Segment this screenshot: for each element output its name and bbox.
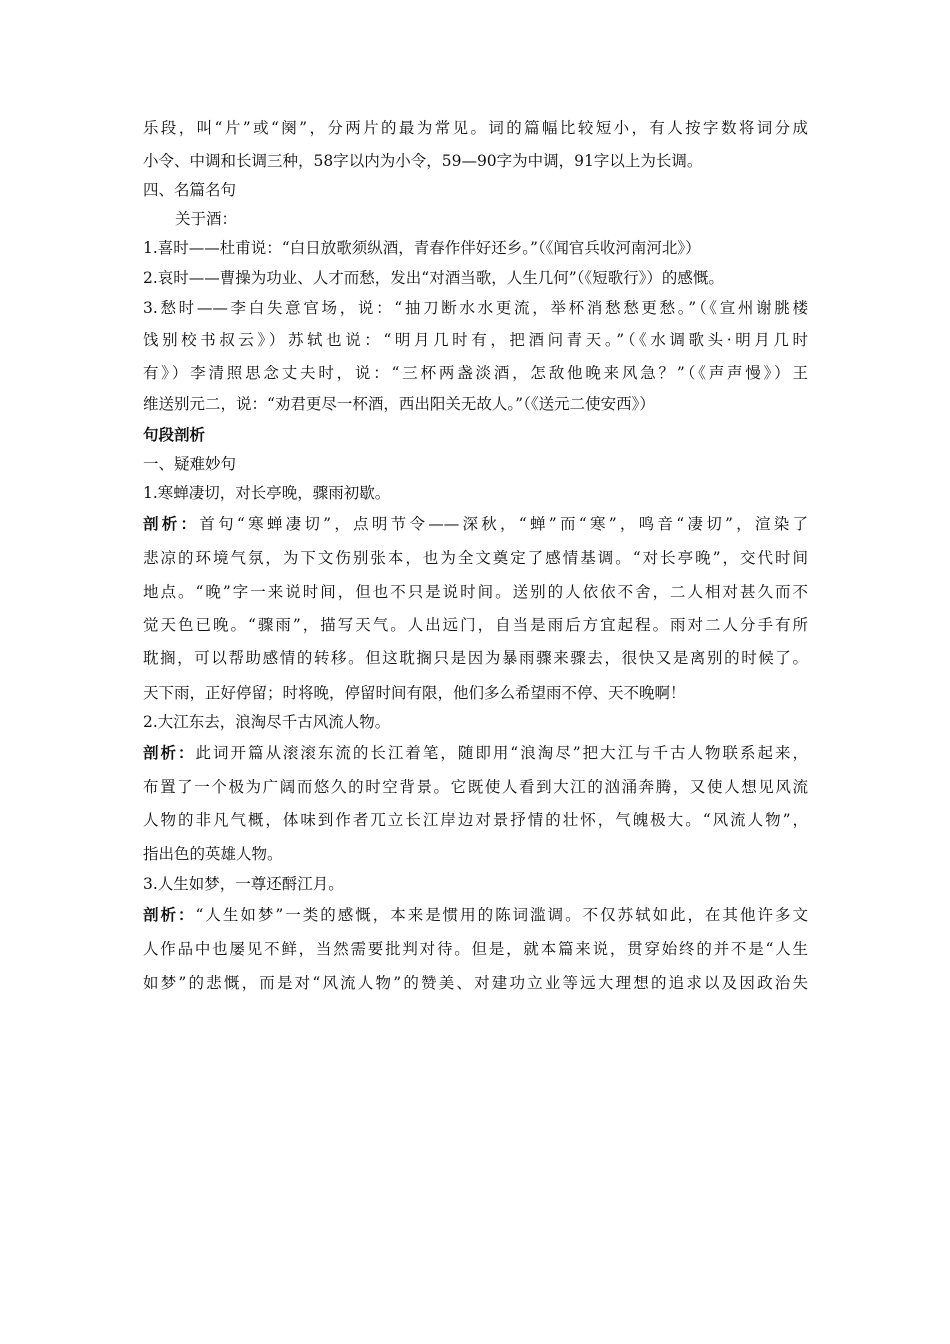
analysis-label: 剖析：	[143, 744, 196, 762]
quote-line: 1.寒蝉凄切，对长亭晚，骤雨初歇。	[143, 484, 391, 502]
analysis-label: 剖析：	[143, 515, 200, 533]
subheading: 关于酒：	[175, 210, 238, 228]
paragraph-line: 如梦”的悲慨，而是对“风流人物”的赞美、对建功立业等远大理想的追求以及因政治失	[143, 974, 808, 992]
paragraph-line: 悲凉的环境气氛，为下文伤别张本，也为全文奠定了感情基调。“对长亭晚”，交代时间	[143, 549, 808, 567]
analysis-line	[143, 905, 808, 925]
paragraph-line: 天下雨，正好停留；时将晚，停留时间有限，他们多么希望雨不停、天不晚啊！	[143, 684, 686, 702]
section-title: 句段剖析	[143, 426, 206, 444]
quote-line: 3.人生如梦，一尊还酹江月。	[143, 875, 344, 893]
paragraph-line: 耽搁，可以帮助感情的转移。但这耽搁只是因为暴雨骤来骤去，很快又是离别的时候了。	[143, 649, 808, 667]
analysis-text: “人生如梦”一类的感慨，本来是惯用的陈词滥调。不仅苏轼如此，在其他许多文	[195, 906, 808, 924]
paragraph-line: 觉天色已晚。“骤雨”，描写天气。人出远门，自当是雨后方宜起程。雨对二人分手有所	[143, 616, 808, 634]
list-item: 3.愁时——李白失意官场，说：“抽刀断水水更流，举杯消愁愁更愁。”（《宣州谢朓楼	[143, 299, 808, 317]
paragraph-line: 指出色的英雄人物。	[143, 845, 283, 863]
paragraph-line: 饯别校书叔云》）苏轼也说：“明月几时有，把酒问青天。”（《水调歌头·明月几时	[143, 331, 808, 349]
paragraph-line: 人物的非凡气概，体味到作者兀立长江岸边对景抒情的壮怀，气魄极大。“风流人物”，	[143, 811, 808, 829]
analysis-text: 此词开篇从滚滚东流的长江着笔，随即用“浪淘尽”把大江与千古人物联系起来，	[195, 744, 808, 762]
analysis-text: 首句“寒蝉凄切”，点明节令——深秋，“蝉”而“寒”，鸣音“凄切”，渲染了	[199, 515, 808, 533]
analysis-line	[143, 514, 808, 534]
list-item: 2.哀时——曹操为功业、人才而愁，发出“对酒当歌，人生几何”（《短歌行》）的感慨。	[143, 269, 724, 287]
section-heading: 一、疑难妙句	[143, 455, 237, 473]
paragraph-line: 有》）李清照思念丈夫时，说：“三杯两盏淡酒，怎敌他晚来风急？”（《声声慢》）王	[143, 364, 808, 382]
paragraph-line: 布置了一个极为广阔而悠久的时空背景。它既使人看到大江的汹涌奔腾，又使人想见风流	[143, 778, 808, 796]
paragraph-line: 人作品中也屡见不鲜，当然需要批判对待。但是，就本篇来说，贯穿始终的并不是“人生	[143, 940, 808, 958]
paragraph-line: 地点。“晚”字一来说时间，但也不只是说时间。送别的人依依不舍，二人相对甚久而不	[143, 583, 808, 601]
list-item: 1.喜时——杜甫说：“白日放歌须纵酒，青春作伴好还乡。”（《闻官兵收河南河北》）	[143, 239, 701, 257]
analysis-line	[143, 743, 808, 763]
paragraph-line: 维送别元二，说：“劝君更尽一杯酒，西出阳关无故人。”（《送元二使安西》）	[143, 395, 655, 413]
analysis-label: 剖析：	[143, 906, 196, 924]
quote-line: 2.大江东去，浪淘尽千古风流人物。	[143, 713, 391, 731]
section-heading: 四、名篇名句	[143, 181, 237, 199]
paragraph-line: 乐段，叫“片”或“阕”，分两片的最为常见。词的篇幅比较短小，有人按字数将词分成	[143, 119, 808, 137]
paragraph-line: 小令、中调和长调三种，58字以内为小令，59—90字为中调，91字以上为长调。	[143, 152, 703, 170]
